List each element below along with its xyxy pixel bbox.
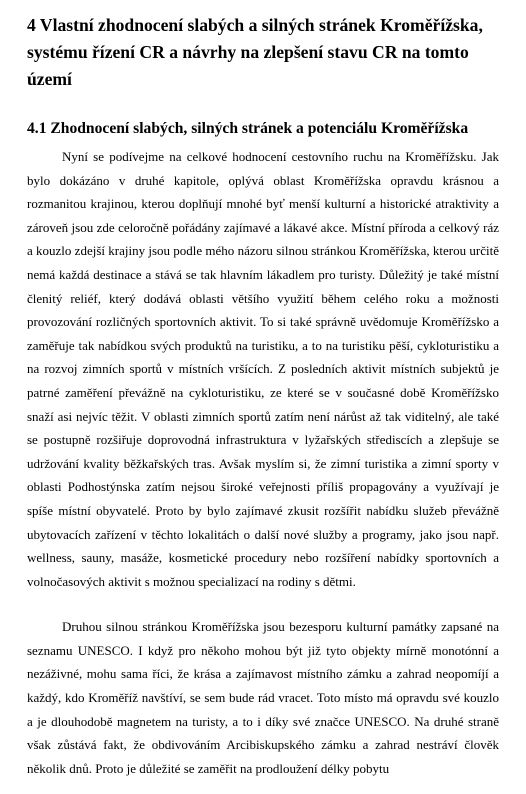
body-paragraph-2: Druhou silnou stránkou Kroměřížska jsou bezesporu kulturní památky zapsané na seznamu UNESCO. I když pro někoho mohou být již tyto objekty mírně monotónní a nezáživné, mohu sama říci, že krása a zajímavost místního zámku a zahrad neopomíjí a každý, kdo Kroměříž navštíví, se sem bude rád vracet. Toto místo má opravdu své kouzlo a je dlouhodobě magnetem na turisty, a to i díky své značce UNESCO. Na druhé straně však zůstává fakt, že obdivováním Arcibiskupského zámku a zahrad nestráví člověk několik dnů. Proto je důležité se zaměřit na prodloužení délky pobytu: [27, 619, 499, 776]
body-paragraph-1: Nyní se podívejme na celkové hodnocení cestovního ruchu na Kroměřížsku. Jak bylo dokázáno v druhé kapitole, oplývá oblast Kroměřížska opravdu krásnou a rozmanitou krajinou, kterou doplňují mnohé byť menší kulturní a historické atraktivity a zároveň jsou zde celoročně pořádány zajímavé a lákavé akce. Místní příroda a celkový ráz a kouzlo zdejší krajiny jsou podle mého názoru silnou stránkou Kroměřížska, kterou určitě nemá každá destinace a stává se tak hlavním lákadlem pro turisty. Důležitý je také místní členitý reliéf, který dodává oblasti většího využití během celého roku a možnosti provozování rozličných sportovních aktivit. To si také správně uvědomuje Kroměřížsko a zaměřuje tak nabídkou svých produktů na turistiku, a to na turistiku pěší, cykloturistiku a na rozvoj zimních sportů v místních vršících. Z posledních aktivit místních subjektů je patrné zaměření převážně na cykloturistiku, ze které se v současné době Kroměřížsko snaží asi nejvíc těžit. V oblasti zimních sportů zatím není nárůst až tak viditelný, ale také se postupně rozšiřuje doprovodná infrastruktura v lyžařských střediscích a zlepšuje se udržování kvality běžkařských tras. Avšak myslím si, že zimní turistika a zimní sporty v oblasti Podhostýnska zatím nejsou široké veřejnosti příliš propagovány a využívají je spíše místní obyvatelé. Proto by bylo zajímavé zkusit rozšířit nabídku služeb převážně ubytovacích zařízení v těchto lokalitách o další nové služby a programy, jako jsou např. wellness, sauny, masáže, kosmetické procedury nebo rozšíření nabídky sportovních a volnočasových aktivit s možnou specializací na rodiny s dětmi.: [27, 149, 499, 589]
chapter-heading: 4 Vlastní zhodnocení slabých a silných stránek Kroměřížska, systému řízení CR a návrhy na zlepšení stavu CR na tomto území: [27, 15, 483, 89]
section-heading: 4.1 Zhodnocení slabých, silných stránek a potenciálu Kroměřížska: [27, 120, 469, 137]
document-page: [27, 12, 499, 780]
